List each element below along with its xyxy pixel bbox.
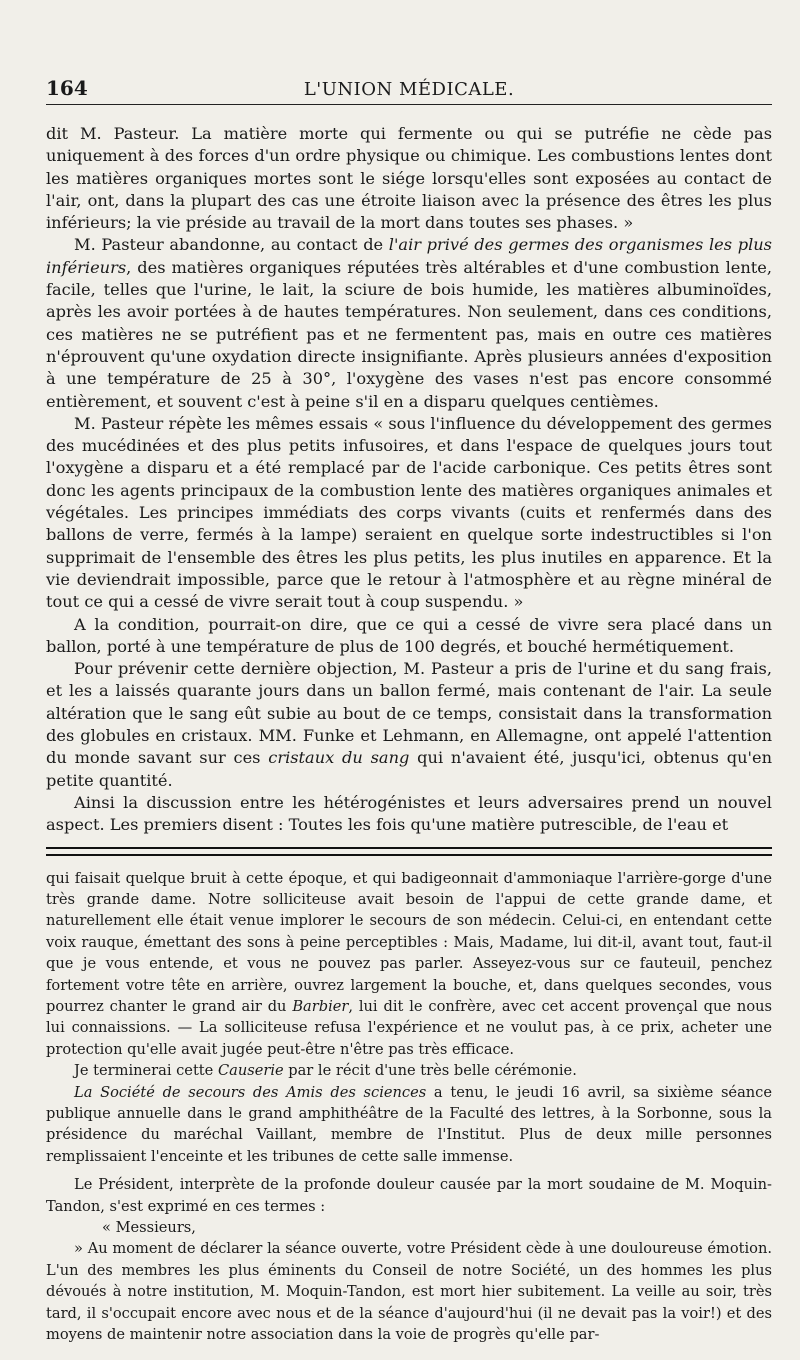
main-paragraph (46, 792, 772, 837)
feuilleton-paragraph (46, 1217, 772, 1238)
journal-title: L'UNION MÉDICALE. (303, 79, 515, 100)
text-span: A la condition, pourrait-on dire, que ce qui a cessé de vivre sera placé dans un ballon, porté à une température de plus de 100 degrés, et bouché hermétiquement. (46, 614, 772, 656)
text-span: Pour prévenir cette dernière objection, M. Pasteur a pris de l'urine et du sang frais, et les a laissés quarante jours dans un ballon fermé, mais contenant de l'air. La seule altération que le sang eût subie au bout de ce temps, consistait dans la transformation des globules en cristaux. MM. Funke et Lehmann, en Allemagne, ont appelé l'attention du monde savant sur ces (46, 659, 772, 768)
main-paragraph (46, 413, 772, 614)
feuilleton-paragraph (46, 1060, 772, 1081)
text-span: Ainsi la discussion entre les hétérogénistes et leurs adversaires prend un nouvel aspect. Les premiers disent : Toutes les fois qu'une matière putrescible, de l'eau et (46, 792, 772, 835)
main-article-text (46, 123, 772, 837)
italic-text-span: La Société de secours des Amis des sciences (74, 1083, 427, 1101)
text-span: a tenu, le jeudi 16 avril, sa sixième séance publique annuelle dans le grand amphithéâtre de la Faculté des lettres, à la Sorbonne, sous la présidence du maréchal Vaillant, membre de l'Institut. Plus de deux mille personnes remplissaient l'enceinte et les tribunes de cette salle immense. (46, 1083, 772, 1165)
italic-text-span: Barbier (292, 997, 349, 1015)
text-span: M. Pasteur abandonne, au contact de (74, 235, 389, 255)
text-span: qui n'avaient été, jusqu'ici, obtenus qu'en petite quantité. (46, 748, 772, 790)
page-number: 164 (46, 76, 88, 100)
text-span: » Au moment de déclarer la séance ouverte, votre Président cède à une douloureuse émotion. L'un des membres les plus éminents du Conseil de notre Société, un des hommes les plus dévoués à notre institution, M. Moquin-Tandon, est mort hier subitement. La veille au soir, très tard, il s'occupait encore avec nous et de la séance d'aujourd'hui (il ne devait pas la voir!) et des moyens de maintenir notre association dans la voie de progrès qu'elle par- (46, 1240, 772, 1344)
text-span: « Messieurs, (102, 1219, 196, 1236)
italic-text-span: Causerie (217, 1062, 284, 1080)
text-span: par le récit d'une très belle cérémonie. (283, 1062, 577, 1080)
italic-text-span: l'air privé des germes des organismes les plus inférieurs (46, 235, 772, 277)
main-paragraph (46, 234, 772, 412)
feuilleton-paragraph (46, 1174, 772, 1217)
text-span: , lui dit le confrère, avec cet accent provençal que nous lui connaissions. — La solliciteuse refusa l'expérience et ne voulut pas, à ce prix, acheter une protection qu'elle avait jugée peut-être n'être pas très efficace. (46, 997, 772, 1058)
main-paragraph (46, 614, 772, 659)
italic-text-span: cristaux du sang (268, 748, 410, 768)
feuilleton-paragraph (46, 1082, 772, 1168)
feuilleton-text (46, 868, 772, 1346)
text-span: M. Pasteur répète les mêmes essais « sous l'influence du développement des germes des mucédinées et des plus petits infusoires, et dans l'espace de quelques jours tout l'oxygène a disparu et a été remplacé par de l'acide carbonique. Ces petits êtres sont donc les agents principaux de la combustion lente des matières organiques animales et végétales. Les principes immédiats des corps vivants (cuits et renfermés dans des ballons de verre, fermés à la lampe) seraient en quelque sorte indestructibles si l'on supprimait de l'ensemble des êtres les plus petits, les plus inutiles en apparence. Et la vie deviendrait impossible, parce que le retour à l'atmosphère et au règne minéral de tout ce qui a cessé de vivre serait tout à coup suspendu. » (46, 413, 772, 612)
main-paragraph (46, 123, 772, 234)
text-span: Le Président, interprète de la profonde douleur causée par la mort soudaine de M. Moquin-Tandon, s'est exprimé en ces termes : (46, 1176, 772, 1215)
running-header (46, 74, 772, 105)
feuilleton-paragraph (46, 868, 772, 1061)
feuilleton-paragraph (46, 1238, 772, 1345)
feuilleton-separator-rule (46, 847, 772, 856)
text-span: qui faisait quelque bruit à cette époque, et qui badigeonnait d'ammoniaque l'arrière-gorge d'une très grande dame. Notre solliciteuse avait besoin de l'appui de cette grande dame, et naturellement elle était venue implorer le secours de son médecin. Celui-ci, en entendant cette voix rauque, émettant des sons à peine perceptibles : Mais, Madame, lui dit-il, avant tout, faut-il que je vous entende, et vous ne pouvez pas parler. Asseyez-vous sur ce fauteuil, penchez fortement votre tête en arrière, ouvrez largement la bouche, et, dans quelques secondes, vous pourrez chanter le grand air du (46, 869, 772, 1015)
text-span: Je terminerai cette (74, 1062, 218, 1080)
text-span: , des matières organiques réputées très altérables et d'une combustion lente, facile, telles que l'urine, le lait, la sciure de bois humide, les matières albuminoïdes, après les avoir portées à de hautes températures. Non seulement, dans ces conditions, ces matières ne se putréfient pas et ne fermentent pas, mais en outre ces matières n'éprouvent qu'une oxydation directe insignifiante. Après plusieurs années d'exposition à une température de 25 à 30°, l'oxygène des vases n'est pas encore consommé entièrement, et souvent c'est à peine s'il en a disparu quelques centièmes. (46, 257, 772, 411)
main-paragraph (46, 658, 772, 792)
text-span: dit M. Pasteur. La matière morte qui fermente ou qui se putréfie ne cède pas uniquement à des forces d'un ordre physique ou chimique. Les combustions lentes dont les matières organiques mortes sont le siége lorsqu'elles sont exposées au contact de l'air, ont, dans la plupart des cas une étroite liaison avec la présence des êtres les plus inférieurs; la vie préside au travail de la mort dans toutes ses phases. » (46, 124, 772, 233)
